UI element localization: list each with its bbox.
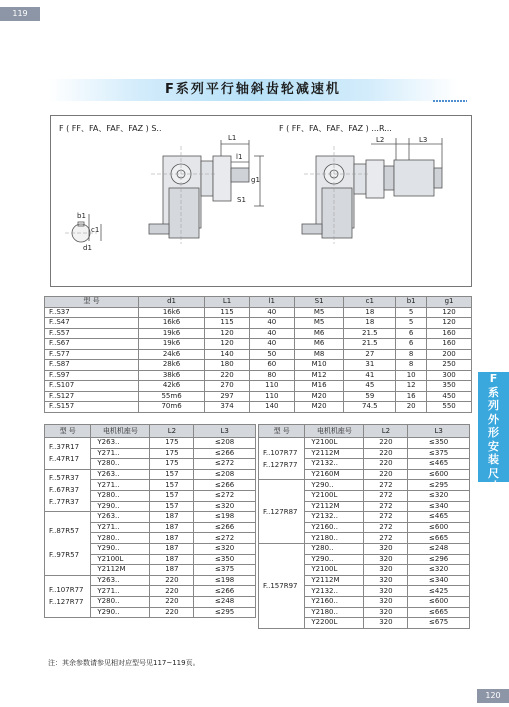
table3-model-name: F..127R87 xyxy=(263,507,298,516)
table2-model-name: F..107R77 xyxy=(49,586,84,595)
table1-cell: M6 xyxy=(294,339,344,350)
table1-cell: 550 xyxy=(427,402,472,413)
table1-cell: 120 xyxy=(205,328,250,339)
table2-cell: ≤266 xyxy=(194,480,256,491)
table3-cell: Y290.. xyxy=(305,554,364,565)
table-row xyxy=(45,512,256,523)
table3-cell: 320 xyxy=(364,596,408,607)
table2-cell: Y263.. xyxy=(91,438,150,449)
table1-cell: 270 xyxy=(205,381,250,392)
table3-cell: ≤600 xyxy=(408,522,470,533)
table1-cell: 40 xyxy=(249,328,294,339)
table1-cell: 21.5 xyxy=(344,339,396,350)
table2-cell: Y271.. xyxy=(91,480,150,491)
table2-cell: Y263.. xyxy=(91,512,150,523)
table1-cell: 120 xyxy=(205,339,250,350)
table1-cell: M16 xyxy=(294,381,344,392)
table1-cell: 16k6 xyxy=(139,307,205,318)
table2-cell: ≤375 xyxy=(194,565,256,576)
label-l3: L3 xyxy=(419,136,428,144)
table1-cell: 115 xyxy=(205,307,250,318)
table3-cell: Y2160.. xyxy=(305,522,364,533)
table-row xyxy=(45,349,472,360)
table3-cell: 272 xyxy=(364,512,408,523)
table-row xyxy=(45,307,472,318)
table2-cell: ≤320 xyxy=(194,501,256,512)
table2-model-cell xyxy=(45,469,91,511)
table1-header: b1 xyxy=(396,297,427,308)
table1-header: l1 xyxy=(249,297,294,308)
table2-cell: 157 xyxy=(150,480,194,491)
table2-cell: 187 xyxy=(150,512,194,523)
table3-cell: Y2180.. xyxy=(305,533,364,544)
table1-cell: 6 xyxy=(396,339,427,350)
table1-cell: 8 xyxy=(396,349,427,360)
table1-cell: 55m6 xyxy=(139,391,205,402)
table2-cell: Y2112M xyxy=(91,565,150,576)
table-row xyxy=(45,381,472,392)
table1-cell: 110 xyxy=(249,391,294,402)
table1-cell: 140 xyxy=(249,402,294,413)
table1-cell: 27 xyxy=(344,349,396,360)
table-row xyxy=(259,480,470,491)
table3-cell: ≤248 xyxy=(408,543,470,554)
table1-cell: F..S127 xyxy=(45,391,139,402)
table1-cell: 31 xyxy=(344,360,396,371)
table3-cell: ≤340 xyxy=(408,501,470,512)
table1-cell: 8 xyxy=(396,360,427,371)
table1-cell: F..S57 xyxy=(45,328,139,339)
table3-cell: Y2100L xyxy=(305,438,364,449)
table2-cell: Y2100L xyxy=(91,554,150,565)
table3-header: L3 xyxy=(408,425,470,438)
table3-cell: Y2132.. xyxy=(305,512,364,523)
gearbox-drawing-svg xyxy=(51,116,471,286)
table1-cell: M12 xyxy=(294,370,344,381)
table1-header: g1 xyxy=(427,297,472,308)
table2-cell: 187 xyxy=(150,565,194,576)
table2-model-name: F..97R57 xyxy=(49,551,80,560)
table3-cell: 320 xyxy=(364,586,408,597)
table3-cell: Y2200L xyxy=(305,618,364,629)
motor-dimensions-table-right xyxy=(258,424,470,629)
right-caption: F ( FF、FA、FAF、FAZ ) ...R... xyxy=(279,124,392,133)
table2-cell: ≤198 xyxy=(194,512,256,523)
table3-cell: Y2160M xyxy=(305,469,364,480)
table-row xyxy=(45,370,472,381)
label-c1: c1 xyxy=(91,226,100,234)
table3-cell: 320 xyxy=(364,565,408,576)
table2-header: 电机机座号 xyxy=(91,425,150,438)
table3-cell: 220 xyxy=(364,469,408,480)
table2-cell: Y290.. xyxy=(91,543,150,554)
table1-cell: 41 xyxy=(344,370,396,381)
table1-cell: 45 xyxy=(344,381,396,392)
table3-model-name: F..107R77 xyxy=(263,448,298,457)
table3-cell: 272 xyxy=(364,522,408,533)
table1-cell: 42k6 xyxy=(139,381,205,392)
table1-cell: 12 xyxy=(396,381,427,392)
table2-cell: 187 xyxy=(150,533,194,544)
label-g1: g1 xyxy=(251,176,260,184)
table1-cell: M20 xyxy=(294,391,344,402)
table2-header: L3 xyxy=(194,425,256,438)
table1-header: c1 xyxy=(344,297,396,308)
table3-cell: ≤340 xyxy=(408,575,470,586)
table2-cell: 175 xyxy=(150,448,194,459)
table1-cell: 38k6 xyxy=(139,370,205,381)
table1-cell: 60 xyxy=(249,360,294,371)
table2-cell: ≤198 xyxy=(194,575,256,586)
table-row xyxy=(45,360,472,371)
table2-model-cell xyxy=(45,512,91,576)
table1-cell: 18 xyxy=(344,307,396,318)
table3-cell: ≤675 xyxy=(408,618,470,629)
table2-cell: Y280.. xyxy=(91,596,150,607)
table-row xyxy=(259,438,470,449)
table1-header: S1 xyxy=(294,297,344,308)
label-d1: d1 xyxy=(83,244,92,252)
dimension-drawing xyxy=(50,115,472,287)
side-tab-char: 安 xyxy=(488,439,499,453)
table1-cell: 450 xyxy=(427,391,472,402)
table3-cell: Y2132.. xyxy=(305,459,364,470)
table1-cell: 250 xyxy=(427,360,472,371)
table2-cell: ≤266 xyxy=(194,522,256,533)
table3-cell: 220 xyxy=(364,438,408,449)
table2-cell: Y280.. xyxy=(91,459,150,470)
table1-cell: F..S47 xyxy=(45,318,139,329)
table2-cell: 157 xyxy=(150,490,194,501)
table2-cell: Y271.. xyxy=(91,586,150,597)
left-output-shaft xyxy=(231,168,249,182)
side-tab-char: 形 xyxy=(488,426,499,439)
table1-cell: M5 xyxy=(294,318,344,329)
motor-body xyxy=(394,160,434,196)
table2-model-name: F..127R77 xyxy=(49,598,84,607)
table3-cell: ≤375 xyxy=(408,448,470,459)
table1-cell: 120 xyxy=(427,318,472,329)
table2-cell: ≤350 xyxy=(194,554,256,565)
table1-cell: 140 xyxy=(205,349,250,360)
table1-cell: 16 xyxy=(396,391,427,402)
table3-cell: 320 xyxy=(364,607,408,618)
table2-cell: ≤266 xyxy=(194,448,256,459)
table2-cell: 187 xyxy=(150,543,194,554)
table1-cell: 200 xyxy=(427,349,472,360)
table1-cell: 110 xyxy=(249,381,294,392)
table3-cell: 220 xyxy=(364,459,408,470)
table1-cell: F..S107 xyxy=(45,381,139,392)
label-l2: L2 xyxy=(376,136,385,144)
table3-cell: Y2112M xyxy=(305,501,364,512)
side-tab-char: F xyxy=(489,372,498,385)
table2-cell: ≤208 xyxy=(194,438,256,449)
table3-model-cell xyxy=(259,480,305,544)
table3-cell: ≤350 xyxy=(408,438,470,449)
table2-cell: 175 xyxy=(150,459,194,470)
table1-header: L1 xyxy=(205,297,250,308)
table3-cell: ≤465 xyxy=(408,459,470,470)
table3-cell: Y280.. xyxy=(305,543,364,554)
table1-cell: 40 xyxy=(249,307,294,318)
side-tab-char: 系 xyxy=(488,385,499,399)
table2-model-name: F..57R37 xyxy=(49,474,80,483)
motor-dimensions-table-left xyxy=(44,424,256,618)
table3-model-name: F..157R97 xyxy=(263,581,298,590)
table2-model-name: F..67R37 xyxy=(49,486,80,495)
table1-cell: M6 xyxy=(294,328,344,339)
table2-cell: Y280.. xyxy=(91,490,150,501)
left-caption: F ( FF、FA、FAF、FAZ ) S.. xyxy=(59,124,162,133)
table2-cell: Y271.. xyxy=(91,522,150,533)
table1-cell: M10 xyxy=(294,360,344,371)
table3-model-cell xyxy=(259,543,305,628)
label-s1: S1 xyxy=(237,196,246,204)
side-tab-char: 尺 xyxy=(488,466,499,480)
table2-cell: ≤272 xyxy=(194,490,256,501)
table2-cell: Y290.. xyxy=(91,501,150,512)
table1-cell: 220 xyxy=(205,370,250,381)
table1-cell: M20 xyxy=(294,402,344,413)
table2-cell: 187 xyxy=(150,554,194,565)
table1-cell: 160 xyxy=(427,339,472,350)
table-row xyxy=(45,575,256,586)
table-row xyxy=(45,339,472,350)
table2-cell: 157 xyxy=(150,501,194,512)
table2-cell: Y290.. xyxy=(91,607,150,618)
table3-cell: ≤665 xyxy=(408,533,470,544)
table3-cell: ≤665 xyxy=(408,607,470,618)
footnote: 注：其余参数请参见相对应型号见117~119页。 xyxy=(48,659,200,667)
page-title: F系列平行轴斜齿轮减速机 xyxy=(165,82,341,97)
table2-cell: 175 xyxy=(150,438,194,449)
table1-cell: 374 xyxy=(205,402,250,413)
table2-cell: ≤248 xyxy=(194,596,256,607)
table2-cell: ≤272 xyxy=(194,459,256,470)
table-row xyxy=(259,543,470,554)
table2-model-name: F..37R17 xyxy=(49,443,80,452)
label-i1: l1 xyxy=(236,153,243,161)
table1-header: d1 xyxy=(139,297,205,308)
table2-cell: 187 xyxy=(150,522,194,533)
table3-header: 型 号 xyxy=(259,425,305,438)
table2-cell: 220 xyxy=(150,607,194,618)
table-row xyxy=(45,328,472,339)
table3-cell: 272 xyxy=(364,501,408,512)
table3-cell: Y2112M xyxy=(305,448,364,459)
table3-cell: Y2160.. xyxy=(305,596,364,607)
table2-model-cell xyxy=(45,438,91,470)
table2-cell: ≤295 xyxy=(194,607,256,618)
table2-cell: Y263.. xyxy=(91,469,150,480)
table1-cell: F..S87 xyxy=(45,360,139,371)
side-tab-char: 装 xyxy=(488,453,499,466)
table1-cell: 21.5 xyxy=(344,328,396,339)
table1-cell: 50 xyxy=(249,349,294,360)
table1-cell: 160 xyxy=(427,328,472,339)
table3-cell: ≤425 xyxy=(408,586,470,597)
table3-cell: 272 xyxy=(364,490,408,501)
label-b1: b1 xyxy=(77,212,86,220)
table1-cell: 300 xyxy=(427,370,472,381)
table1-cell: 5 xyxy=(396,318,427,329)
table-row xyxy=(45,469,256,480)
label-l1: L1 xyxy=(228,134,237,142)
table1-cell: 18 xyxy=(344,318,396,329)
table3-cell: 320 xyxy=(364,618,408,629)
table-row xyxy=(45,318,472,329)
shaft-dimensions-table xyxy=(44,296,472,413)
table3-cell: Y2132.. xyxy=(305,586,364,597)
table3-cell: ≤600 xyxy=(408,596,470,607)
table1-cell: F..S67 xyxy=(45,339,139,350)
table2-cell: Y280.. xyxy=(91,533,150,544)
table3-cell: 320 xyxy=(364,575,408,586)
table2-cell: ≤208 xyxy=(194,469,256,480)
table3-cell: Y2112M xyxy=(305,575,364,586)
table1-cell: F..S157 xyxy=(45,402,139,413)
table3-cell: Y2180.. xyxy=(305,607,364,618)
table2-cell: 220 xyxy=(150,596,194,607)
title-bar xyxy=(48,79,458,101)
title-decoration xyxy=(433,100,467,102)
table-row xyxy=(45,438,256,449)
table3-header: 电机机座号 xyxy=(305,425,364,438)
table3-header: L2 xyxy=(364,425,408,438)
left-input-shaft xyxy=(149,224,169,234)
table1-cell: 20 xyxy=(396,402,427,413)
side-tab-char: 寸 xyxy=(488,480,499,493)
table1-cell: 10 xyxy=(396,370,427,381)
table1-cell: 40 xyxy=(249,318,294,329)
table1-cell: M8 xyxy=(294,349,344,360)
table2-model-name xyxy=(49,537,90,549)
table1-cell: M5 xyxy=(294,307,344,318)
table3-cell: ≤600 xyxy=(408,469,470,480)
table1-cell: 120 xyxy=(427,307,472,318)
table3-cell: 272 xyxy=(364,533,408,544)
table3-model-cell xyxy=(259,438,305,480)
table2-model-name: F..47R17 xyxy=(49,455,80,464)
table1-cell: 5 xyxy=(396,307,427,318)
table1-cell: 6 xyxy=(396,328,427,339)
table2-cell: 220 xyxy=(150,575,194,586)
table2-model-name: F..87R57 xyxy=(49,527,80,536)
table3-cell: Y290.. xyxy=(305,480,364,491)
table2-model-cell xyxy=(45,575,91,617)
table1-cell: 19k6 xyxy=(139,328,205,339)
table1-cell: F..S37 xyxy=(45,307,139,318)
table1-cell: 180 xyxy=(205,360,250,371)
table3-cell: Y2100L xyxy=(305,565,364,576)
table1-cell: 24k6 xyxy=(139,349,205,360)
table2-header: L2 xyxy=(150,425,194,438)
side-tab xyxy=(478,372,509,493)
table2-cell: Y263.. xyxy=(91,575,150,586)
table3-cell: Y2100L xyxy=(305,490,364,501)
table-row xyxy=(45,402,472,413)
table2-cell: ≤266 xyxy=(194,586,256,597)
table1-cell: F..S97 xyxy=(45,370,139,381)
table1-cell: 74.5 xyxy=(344,402,396,413)
table1-cell: 19k6 xyxy=(139,339,205,350)
table3-cell: ≤295 xyxy=(408,480,470,491)
table1-cell: 115 xyxy=(205,318,250,329)
side-tab-char: 列 xyxy=(488,399,499,412)
side-tab-char: 外 xyxy=(488,412,499,426)
table1-cell: 16k6 xyxy=(139,318,205,329)
table1-cell: 297 xyxy=(205,391,250,402)
table3-cell: ≤320 xyxy=(408,490,470,501)
table2-cell: 220 xyxy=(150,586,194,597)
table3-cell: ≤465 xyxy=(408,512,470,523)
table-row xyxy=(45,391,472,402)
table1-cell: F..S77 xyxy=(45,349,139,360)
table2-cell: ≤320 xyxy=(194,543,256,554)
table3-cell: 320 xyxy=(364,543,408,554)
table2-cell: ≤272 xyxy=(194,533,256,544)
table3-cell: 272 xyxy=(364,480,408,491)
table2-cell: Y271.. xyxy=(91,448,150,459)
table1-cell: 59 xyxy=(344,391,396,402)
table1-cell: 80 xyxy=(249,370,294,381)
table3-cell: ≤296 xyxy=(408,554,470,565)
table3-cell: ≤320 xyxy=(408,565,470,576)
table1-cell: 70m6 xyxy=(139,402,205,413)
table3-model-name: F..127R77 xyxy=(263,460,298,469)
table1-cell: 350 xyxy=(427,381,472,392)
table1-cell: 40 xyxy=(249,339,294,350)
table2-model-name: F..77R37 xyxy=(49,498,80,507)
table1-header: 型 号 xyxy=(45,297,139,308)
table2-cell: 157 xyxy=(150,469,194,480)
table3-cell: 320 xyxy=(364,554,408,565)
table3-cell: 220 xyxy=(364,448,408,459)
table2-header: 型 号 xyxy=(45,425,91,438)
table1-cell: 28k6 xyxy=(139,360,205,371)
page-number-bottom: 120 xyxy=(477,689,509,703)
page-number-top: 119 xyxy=(0,7,40,21)
